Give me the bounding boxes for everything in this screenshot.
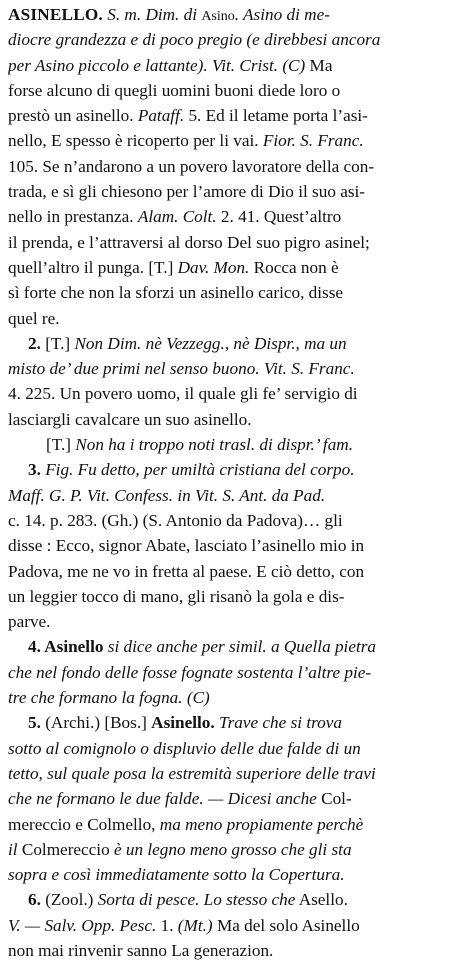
- entry-text: Dav. Mon.: [177, 257, 250, 277]
- entry-line: [8, 78, 465, 103]
- entry-text: per Asino piccolo e lattante). Vit. Crist. (C): [8, 55, 306, 75]
- entry-line: [8, 584, 465, 609]
- entry-line: [8, 736, 465, 761]
- entry-text: parve.: [8, 612, 51, 632]
- entry-text: Pataff.: [137, 106, 185, 126]
- entry-line: [8, 331, 465, 356]
- entry-text: misto de’ due primi nel senso buono. Vit. S. Franc.: [8, 359, 355, 379]
- headword: ASINELLO.: [8, 5, 103, 24]
- entry-text: nello, E spesso è ricoperto per li vai.: [8, 131, 263, 151]
- entry-line: [8, 913, 465, 938]
- entry-text: V. — Salv. Opp. Pesc.: [8, 915, 157, 935]
- entry-text: 105. Se n’andarono a un povero lavoratore della con-: [8, 156, 375, 176]
- entry-text: Ma del solo Asinello: [212, 915, 360, 935]
- entry-text: non mai rinvenir sanno La generazion.: [8, 940, 274, 960]
- entry-line: [8, 230, 465, 255]
- entry-text: di: [179, 5, 202, 24]
- entry-text: diocre grandezza e di poco pregio (e direbbesi ancora: [8, 30, 381, 50]
- entry-line: [8, 938, 465, 963]
- entry-text: Asino: [201, 9, 235, 24]
- entry-text: lasciargli cavalcare un suo asinello.: [8, 409, 252, 429]
- entry-text: Rocca non è: [249, 257, 339, 277]
- entry-line: [8, 837, 465, 862]
- entry-text: nello in prestanza.: [8, 207, 138, 227]
- entry-line: [8, 710, 465, 735]
- entry-text: m.: [124, 5, 142, 24]
- sense-number: Asinello.: [151, 713, 215, 733]
- entry-text: sopra e così immediatamente sotto la Copertura.: [8, 865, 345, 885]
- entry-text: il prenda, e l’attraversi al dorso Del suo pigro asinel;: [8, 232, 370, 252]
- entry-line: [8, 533, 465, 558]
- entry-line: [8, 2, 465, 27]
- entry-text: Trave che si trova: [214, 713, 342, 733]
- entry-text: mereccio e Colmello,: [8, 814, 160, 834]
- entry-line: [8, 559, 465, 584]
- entry-text: Fig. Fu detto, per umiltà cristiana del corpo.: [40, 460, 355, 480]
- entry-text: il: [8, 839, 18, 859]
- entry-text: prestò un asinello.: [8, 106, 138, 126]
- entry-text: c. 14. p. 283. (Gh.) (S. Antonio da Padova)… gli: [8, 510, 343, 530]
- entry-text: forse alcuno di quegli uomini buoni diede loro o: [8, 80, 341, 100]
- entry-line: [8, 27, 465, 52]
- entry-text: 4. 225. Un povero uomo, il quale gli fe’ servigio di: [8, 384, 358, 404]
- entry-line: [8, 862, 465, 887]
- entry-text: ma meno propiamente perchè: [159, 814, 364, 834]
- entry-line: [8, 356, 465, 381]
- entry-text: Fior. S. Franc.: [262, 131, 364, 151]
- entry-text: trada, e sì gli chiesono per l’amore di Dio il suo asi-: [8, 182, 366, 202]
- entry-line: [8, 53, 465, 78]
- entry-line: [8, 204, 465, 229]
- entry-text: quel re.: [8, 308, 60, 328]
- entry-line: [8, 255, 465, 280]
- entry-text: tre che formano la fogna. (C): [8, 688, 210, 708]
- entry-text: Colmereccio: [17, 839, 114, 859]
- entry-line: [8, 154, 465, 179]
- entry-line: [8, 306, 465, 331]
- entry-text: 1.: [156, 915, 178, 935]
- entry-text: Non ha i troppo noti trasl. di dispr.’ fam.: [75, 435, 354, 455]
- sense-number: 6.: [28, 890, 41, 910]
- entry-line: [8, 761, 465, 786]
- entry-text: un leggier tocco di mano, gli risanò la gola e dis-: [8, 586, 345, 606]
- entry-text: (Archi.) [Bos.]: [40, 713, 152, 733]
- entry-text: che ne formano le due falde. — Dicesi anche: [8, 789, 317, 809]
- entry-line: [8, 634, 465, 659]
- entry-text: Ma: [305, 55, 333, 75]
- sense-number: 4. Asinello: [28, 637, 104, 657]
- entry-text: S.: [102, 5, 125, 24]
- entry-text: sì forte che non la sforzi un asinello carico, disse: [8, 283, 344, 303]
- entry-text: [T.]: [46, 435, 76, 455]
- entry-text: Alam. Colt.: [137, 207, 217, 227]
- entry-line: [8, 457, 465, 482]
- entry-text: (Mt.): [177, 915, 213, 935]
- sense-number: 2.: [28, 333, 41, 353]
- entry-text: Padova, me ne vo in fretta al paese. E ciò detto, con: [8, 561, 365, 581]
- entry-line: [8, 483, 465, 508]
- sense-number: 5.: [28, 713, 41, 733]
- entry-text: Sorta di pesce. Lo stesso che: [97, 890, 296, 910]
- entry-text: 5. Ed il letame porta l’asi-: [184, 106, 368, 126]
- entry-text: Asello.: [295, 890, 348, 910]
- entry-text: quell’altro il punga. [T.]: [8, 257, 178, 277]
- entry-line: [8, 786, 465, 811]
- entry-line: [8, 103, 465, 128]
- entry-text: tetto, sul quale posa la estremità superiore delle travi: [8, 763, 376, 783]
- entry-line: [8, 280, 465, 305]
- entry-line: [8, 685, 465, 710]
- entry-text: [T.]: [40, 333, 75, 353]
- sense-number: 3.: [28, 460, 41, 480]
- entry-text: Dim.: [141, 5, 180, 24]
- entry-line: [8, 128, 465, 153]
- entry-text: . Asino di me-: [234, 5, 330, 24]
- entry-text: 2. 41. Quest’altro: [216, 207, 342, 227]
- entry-line: [8, 508, 465, 533]
- entry-text: che nel fondo delle fosse fognate sostenta l’altre pie-: [8, 662, 372, 682]
- entry-text: sotto al comignolo o displuvio delle due falde di un: [8, 738, 361, 758]
- entry-text: Maff. G. P. Vit. Confess. in Vit. S. Ant. da Pad.: [8, 485, 326, 505]
- entry-line: [8, 432, 465, 457]
- entry-text: Non Dim. nè Vezzegg., nè Dispr., ma un: [74, 333, 347, 353]
- entry-text: disse : Ecco, signor Abate, lasciato l’asinello mio in: [8, 536, 365, 556]
- entry-text: Col-: [316, 789, 352, 809]
- entry-text: si dice anche per simil. a Quella pietra: [103, 637, 377, 657]
- entry-line: [8, 887, 465, 912]
- entry-text: è un legno meno grosso che gli sta: [113, 839, 352, 859]
- entry-line: [8, 609, 465, 634]
- entry-text: (Zool.): [40, 890, 98, 910]
- entry-line: [8, 407, 465, 432]
- entry-line: [8, 179, 465, 204]
- entry-line: [8, 381, 465, 406]
- entry-line: [8, 812, 465, 837]
- entry-line: [8, 660, 465, 685]
